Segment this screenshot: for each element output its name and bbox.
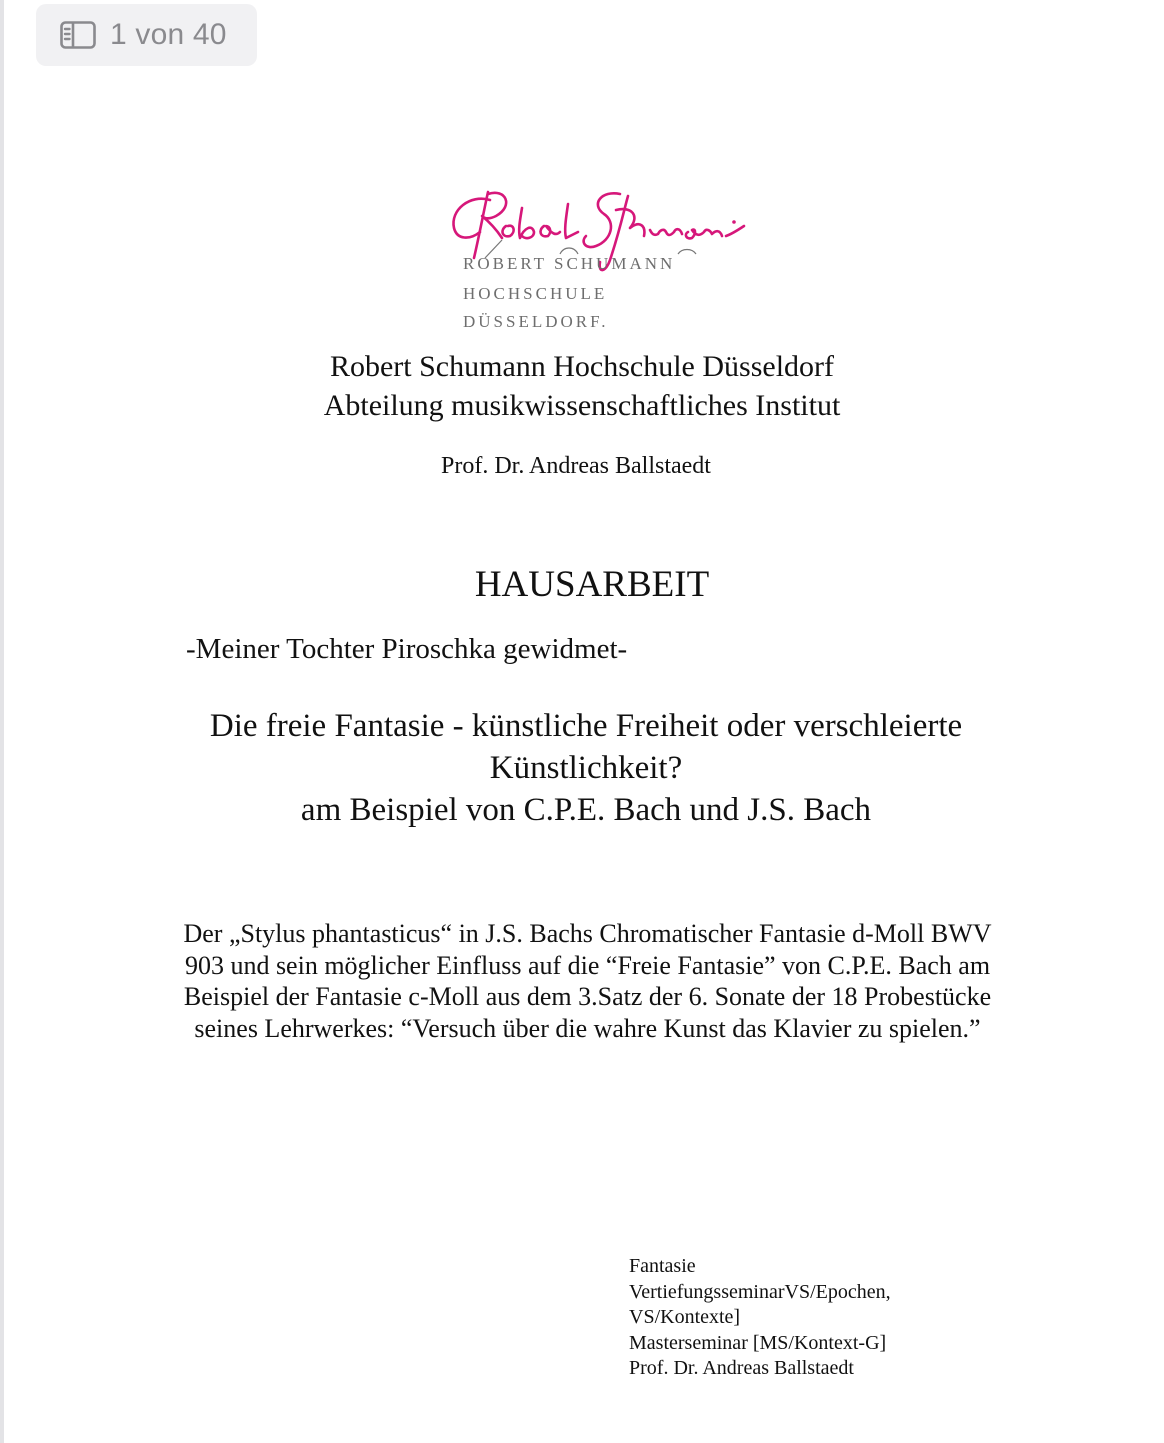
seminar-info	[629, 1254, 891, 1382]
institution-name: Robert Schumann Hochschule Düsseldorf	[329, 350, 835, 383]
seminar-line: VertiefungsseminarVS/Epochen,	[629, 1280, 891, 1303]
title-line: am Beispiel von C.P.E. Bach und J.S. Bach	[300, 792, 872, 828]
subtitle-line: 903 und sein möglicher Einfluss auf die “Freie Fantasie” von C.P.E. Bach am	[184, 950, 991, 980]
page-indicator-label: 1 von 40	[110, 18, 227, 51]
seminar-line: Fantasie	[629, 1255, 696, 1277]
subtitle-line: Beispiel der Fantasie c-Moll aus dem 3.Satz der 6. Sonate der 18 Probestücke	[183, 982, 992, 1011]
professor-name: Prof. Dr. Andreas Ballstaedt	[441, 453, 711, 479]
page-indicator-button[interactable]	[36, 4, 257, 66]
subtitle-line: Der „Stylus phantasticus“ in J.S. Bachs Chromatischer Fantasie d-Moll BWV	[183, 919, 992, 948]
document-heading: HAUSARBEIT	[474, 564, 710, 605]
title-line: Künstlichkeit?	[489, 750, 683, 786]
logo-line-3: DÜSSELDORF.	[463, 312, 609, 331]
seminar-line: Masterseminar [MS/Kontext-G]	[629, 1331, 887, 1354]
seminar-line: Prof. Dr. Andreas Ballstaedt	[629, 1357, 854, 1379]
department-name: Abteilung musikwissenschaftliches Institut	[323, 389, 841, 422]
title-line: Die freie Fantasie - künstliche Freiheit oder verschleierte	[209, 708, 963, 744]
subtitle-line: seines Lehrwerkes: “Versuch über die wahre Kunst das Klavier zu spielen.”	[194, 1013, 981, 1043]
logo-line-2: HOCHSCHULE	[463, 284, 608, 303]
seminar-line: VS/Kontexte]	[629, 1306, 741, 1328]
document-title	[4, 705, 1164, 831]
document-subtitle	[150, 918, 1025, 1044]
logo-line-1: ROBERT SCHUMANN	[463, 254, 676, 273]
dedication: -Meiner Tochter Piroschka gewidmet-	[186, 633, 628, 665]
sidebar-toggle-icon	[60, 21, 96, 49]
